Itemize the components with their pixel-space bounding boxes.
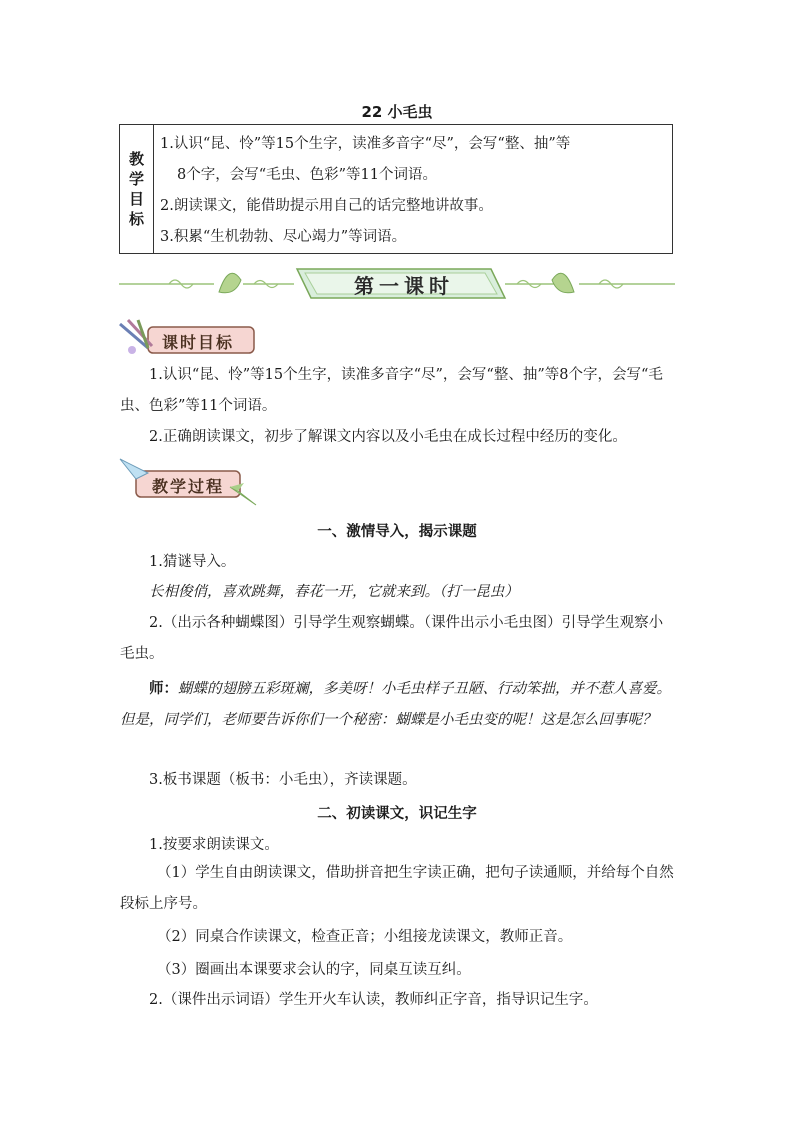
section-paragraph: （3）圈画出本课要求会认的字，同桌互读互纠。 [157,962,471,978]
goals-paragraph: 2.正确朗读课文，初步了解课文内容以及小毛虫在成长过程中经历的变化。 [149,429,627,445]
teacher-paragraph [120,673,676,736]
objectives-label [120,125,154,253]
objective-item [160,191,668,222]
riddle-paragraph: 长相俊俏，喜欢跳舞，春花一开，它就来到。（打一昆虫） [149,584,519,600]
badge-text: 教学过程 [152,477,225,496]
objectives-label-char: 学 [128,170,144,188]
section-paragraph: 1.按要求朗读课文。 [149,837,279,853]
objectives-list [154,125,672,253]
section-paragraph: 3.板书课题（板书：小毛虫），齐读课题。 [149,772,417,788]
lesson-banner [119,262,675,304]
section-paragraph: 2.（出示各种蝴蝶图）引导学生观察蝴蝶。（课件出示小毛虫图）引导学生观察小毛虫。 [120,615,664,662]
objective-line: 8个字，会写“毛虫、色彩”等11个词语。 [177,167,438,183]
objective-line: 1.认识“昆、怜”等15个生字，读准多音字“尽”，会写“整、抽”等 [160,136,571,152]
objective-item [160,129,668,191]
leaf-icon [552,273,574,293]
teacher-speech: 蝴蝶的翅膀五彩斑斓，多美呀！小毛虫样子丑陋、行动笨拙，并不惹人喜爱。但是，同学们，老师要告诉你们一个秘密：蝴蝶是小毛虫变的呢！这是怎么回事呢？ [120,681,671,728]
section-paragraph: （2）同桌合作读课文，检查正音；小组接龙读课文，教师正音。 [157,929,573,945]
badge-text: 课时目标 [162,333,235,352]
section-paragraph: 1.猜谜导入。 [149,554,236,570]
leaf-icon [219,273,241,293]
page-title: 22 小毛虫 [361,103,433,121]
section-paragraph: （1）学生自由朗读课文，借助拼音把生字读正确，把句子读通顺，并给每个自然段标上序号。 [120,865,674,912]
process-badge [118,457,258,507]
objective-line: 3.积累“生机勃勃、尽心竭力”等词语。 [160,229,407,245]
objectives-table [119,124,673,254]
objective-line: 2.朗读课文，能借助提示用自己的话完整地讲故事。 [160,198,493,214]
goals-badge [118,318,258,358]
objectives-label-char: 目 [128,190,144,208]
goals-paragraph: 1.认识“昆、怜”等15个生字，读准多音字“尽”，会写“整、抽”等8个字，会写“毛虫、色彩”等11个词语。 [120,367,663,414]
banner-text: 第一课时 [354,274,454,298]
objectives-label-char: 教 [128,150,144,168]
objective-item [160,222,668,253]
objectives-label-char: 标 [128,210,144,228]
section-heading: 一、激情导入，揭示课题 [317,524,477,540]
teacher-label: 师： [149,680,178,697]
section-paragraph: 2.（课件出示词语）学生开火车认读，教师纠正字音，指导识记生字。 [149,992,598,1008]
section-heading: 二、初读课文，识记生字 [317,806,477,822]
